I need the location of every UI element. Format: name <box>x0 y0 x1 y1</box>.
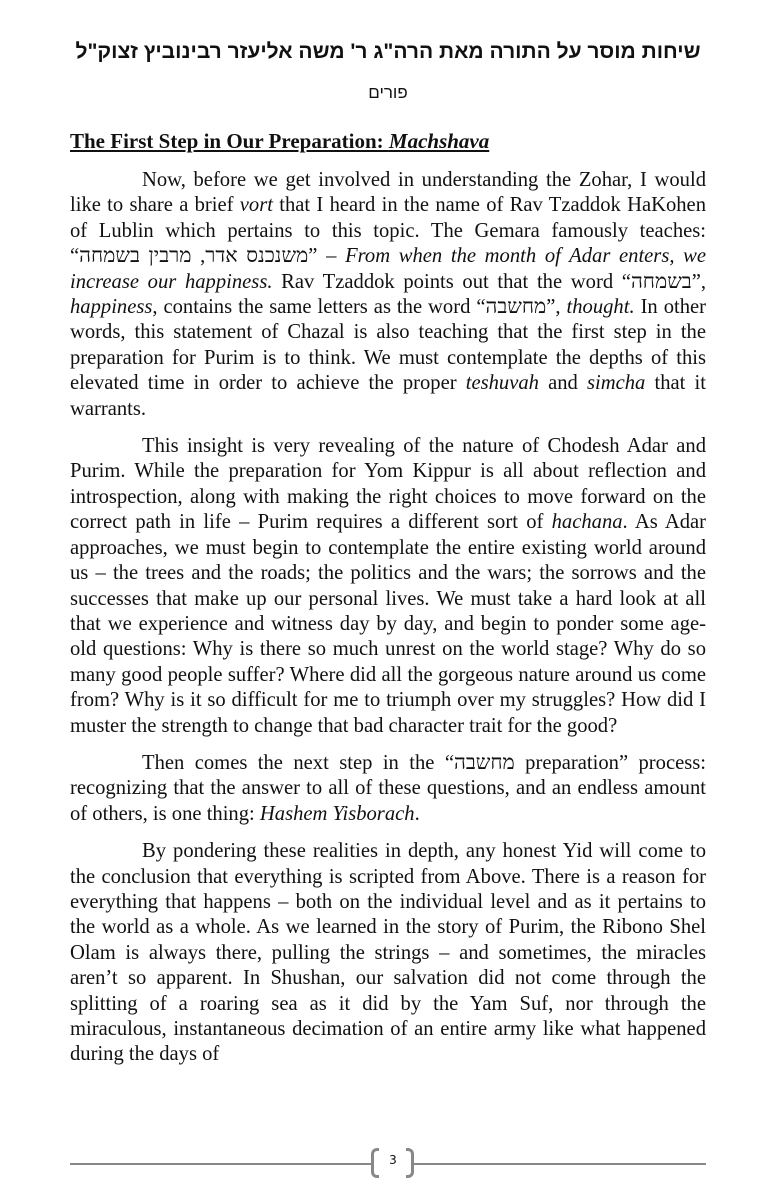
italic-text: simcha <box>587 372 646 395</box>
text: and <box>538 372 588 395</box>
bracket-right <box>406 1148 414 1178</box>
text: This insight is very revealing of the nature of Chodesh Adar and Purim. While the preparation for Yom Kippur is all about reflection and introspection, along with making the right choices to move forward on the correct path in life – Purim requires a different sort of <box>70 435 706 534</box>
text: . <box>414 802 420 825</box>
text: that it warrants. <box>70 372 706 420</box>
italic-text: hachana <box>551 511 623 534</box>
heading-italic: Machshava <box>388 129 490 153</box>
footer-rule-right <box>414 1163 706 1165</box>
paragraph-1 <box>70 168 706 422</box>
paragraph-2 <box>70 434 706 739</box>
bracket-left <box>371 1148 379 1178</box>
heading-text: The First Step in Our Preparation: <box>70 129 389 153</box>
italic-text: happiness <box>70 296 153 319</box>
footer-rule-left <box>70 1163 371 1165</box>
text: that I heard in the name of Rav Tzaddok HaKohen of Lublin which pertains to this topic. The Gemara famously teaches: “משנכנס אדר, מרבין בשמחה” – <box>70 194 706 268</box>
paragraph-3 <box>70 751 706 827</box>
text: In other words, this statement of Chazal is also teaching that the first step in the preparation for Purim is to think. We must contemplate the depths of this elevated time in order to achieve the proper <box>70 296 707 395</box>
page-number: 3 <box>389 1153 397 1167</box>
text: Then comes the next step in the “מחשבה preparation” process: recognizing that the answer to all of these questions, and an endless amount of others, is one thing: <box>70 751 706 825</box>
chapter-title-hebrew: פורים <box>368 83 408 102</box>
italic-text: Hashem Yisborach <box>259 802 415 825</box>
text: Rav Tzaddok points out that the word “בשמחה”, <box>272 270 706 293</box>
text: Now, before we get involved in understanding the Zohar, I would like to share a brief <box>70 169 706 217</box>
italic-text: thought. <box>566 296 635 319</box>
body-text <box>70 168 706 1080</box>
book-title-hebrew: שיחות מוסר על התורה מאת הרה"ג ר' משה אליעזר רבינוביץ זצוק"ל <box>75 40 701 63</box>
italic-text: vort <box>239 194 273 217</box>
italic-text: From when the month of Adar enters, we increase our happiness. <box>70 245 707 293</box>
text: By pondering these realities in depth, any honest Yid will come to the conclusion that everything is scripted from Above. There is a reason for everything that happens – both on the individual level and as it pertains to the world as a whole. As we learned in the story of Purim, the Ribono Shel Olam is always there, pulling the strings – and sometimes, the miracles aren’t so apparent. In Shushan, our salvation did not come through the splitting of a roaring sea as it did by the Yam Suf, nor through the miraculous, instantaneous decimation of an entire army like what happened during the days of <box>70 840 706 1066</box>
text: . As Adar approaches, we must begin to contemplate the entire existing world around us – the trees and the roads; the politics and the wars; the sorrows and the successes that make up our personal lives. We must take a hard look at all that we experience and witness day by day, and begin to ponder some age-old questions: Why is there so much unrest on the world stage? Why do so many good people suffer? Where did all the gorgeous nature around us come from? Why is it so difficult for me to triumph over my struggles? How did I muster the strength to change that bad character trait for the good? <box>70 511 706 737</box>
text: , contains the same letters as the word “מחשבה”, <box>152 296 567 319</box>
italic-text: teshuvah <box>465 372 539 395</box>
page-footer <box>70 1148 706 1180</box>
paragraph-4 <box>70 839 706 1068</box>
section-heading <box>70 129 489 154</box>
